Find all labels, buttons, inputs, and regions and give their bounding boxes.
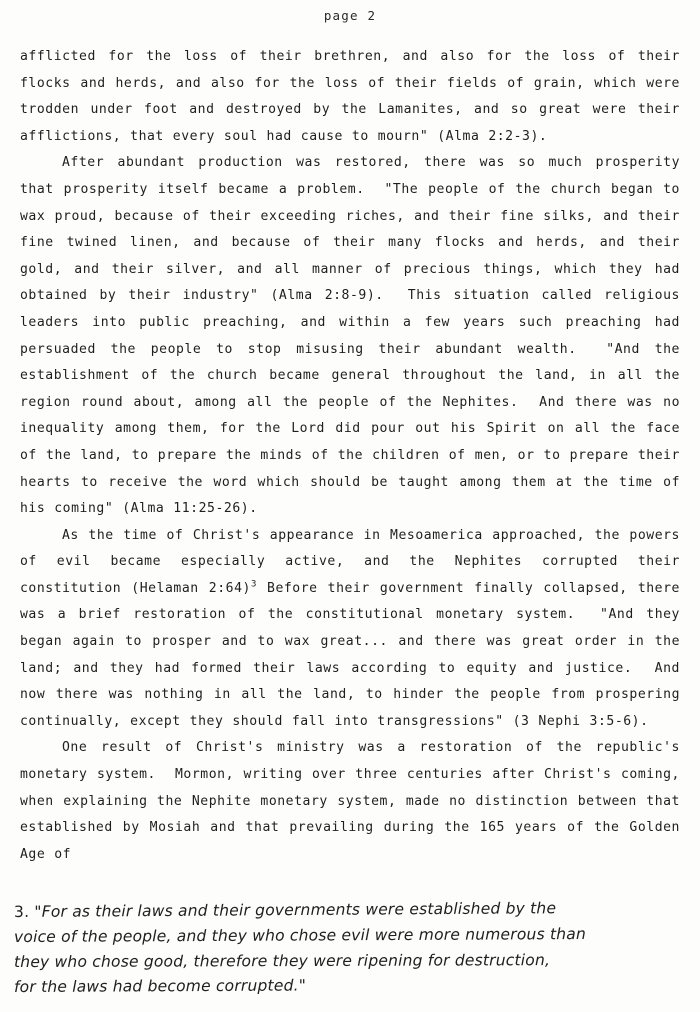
paragraph-3 xyxy=(20,523,689,736)
paragraph-3-text-after-footnote: Before their government finally collapsed, there was a brief restoration of the constitutional monetary system. "And they began again to prosper and to wax great... and there was great order in the land; and they had formed their laws according to equity and justice. And now there was nothing in all the land, to hinder the people from prospering continually, except they should fall into transgressions" (3 Nephi 3:5-6). xyxy=(20,580,689,729)
paragraph-1: afflicted for the loss of their brethren, and also for the loss of their flocks and herds, and also for the loss of their fields of grain, which were trodden under foot and destroyed by the Lamanites, and so great were their afflictions, that every soul had cause to mourn" (Alma 2:2-3). xyxy=(20,49,689,144)
handwritten-footnote xyxy=(14,900,692,1000)
footnote-line-4: for the laws had become corrupted." xyxy=(13,976,307,996)
paragraph-2: After abundant production was restored, there was so much prosperity that prosperity itself became a problem. "The people of the church began to wax proud, because of their exceeding riches, and their fine silks, and their fine twined linen, and because of their many flocks and herds, and their gold, and their silver, and all manner of precious things, which they had obtained by their industry" (Alma 2:8-9). This situation called religious leaders into public preaching, and within a few years such preaching had persuaded the people to stop misusing their abundant wealth. "And the establishment of the church became general throughout the land, in all the region round about, among all the people of the Nephites. And there was no inequality among them, for the Lord did pour out his Spirit on all the face of the land, to prepare the minds of the children of men, or to prepare their hearts to receive the word which should be taught among them at the time of his coming" (Alma 11:25-26). xyxy=(20,155,689,517)
footnote-reference-3: 3 xyxy=(250,579,257,590)
document-body xyxy=(20,44,689,868)
footnote-line-2: voice of the people, and they who chose evil were more numerous than xyxy=(13,925,587,946)
paragraph-3-text-before-footnote: As the time of Christ's appearance in Mesoamerica approached, the powers of evil became especially active, and the Nephites corrupted their constitution (Helaman 2:64) xyxy=(20,527,689,596)
footnote-line-1 xyxy=(14,895,692,925)
footnote-number: 3. xyxy=(13,902,30,921)
footnote-line-3: they who chose good, therefore they were ripening for destruction, xyxy=(13,951,551,971)
footnote-line-1-text: "For as their laws and their governments were established by the xyxy=(34,899,557,921)
paragraph-4: One result of Christ's ministry was a restoration of the republic's monetary system. Mormon, writing over three centuries after Christ's coming, when explaining the Nephite monetary system, made no distinction between that established by Mosiah and that prevailing during the 165 years of the Golden Age of xyxy=(20,740,689,862)
page-number-header: page 2 xyxy=(323,8,377,23)
